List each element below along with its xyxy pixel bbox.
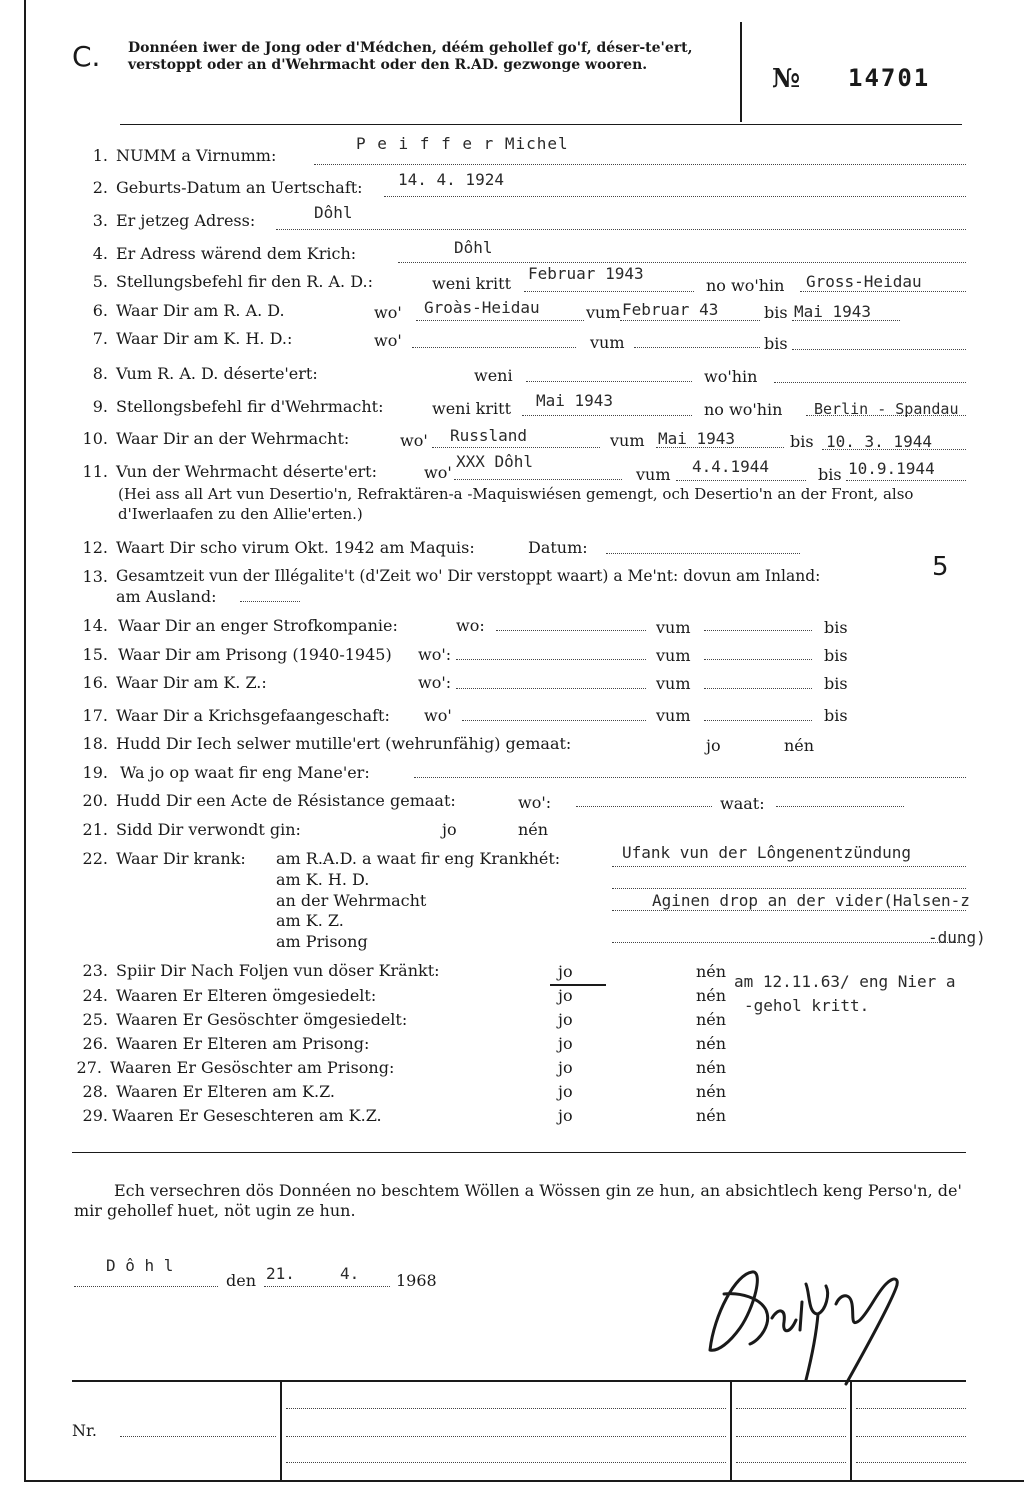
field-line[interactable]	[776, 806, 904, 807]
no-option[interactable]: nén	[784, 736, 815, 755]
no-option[interactable]: nén	[696, 1010, 727, 1029]
inland-months-value: 5	[932, 552, 949, 582]
field-line[interactable]	[800, 291, 966, 292]
field-line[interactable]	[412, 347, 576, 348]
sub-label: weni kritt	[432, 274, 511, 293]
row-number: 27.	[76, 1058, 102, 1077]
sub-label: Datum:	[528, 538, 588, 557]
footer-field-line[interactable]	[736, 1462, 846, 1463]
row-label: Hudd Dir een Acte de Résistance gemaat:	[116, 791, 456, 810]
row-number: 2.	[92, 178, 108, 197]
field-line[interactable]	[620, 320, 760, 321]
sub-label: vum	[656, 674, 691, 693]
row-number: 23.	[82, 961, 108, 980]
row-number: 26.	[82, 1034, 108, 1053]
field-line[interactable]	[576, 806, 712, 807]
row-number: 17.	[82, 706, 108, 725]
field-line[interactable]	[398, 262, 966, 263]
row-label: Wa jo op waat fir eng Mane'er:	[120, 763, 370, 782]
row-label: Stellongsbefehl fir d'Wehrmacht:	[116, 397, 384, 416]
sub-label: wo':	[518, 793, 552, 812]
date-label: den	[226, 1271, 257, 1290]
yes-option[interactable]: jo	[706, 736, 721, 755]
yes-option[interactable]: jo	[558, 1106, 573, 1125]
row-label: Waar Dir am K. H. D.:	[116, 329, 293, 348]
field-line[interactable]	[704, 659, 812, 660]
row-number: 5.	[92, 272, 108, 291]
row-label: Vum R. A. D. déserte'ert:	[116, 364, 318, 383]
sub-label: wo':	[418, 645, 452, 664]
value: 10. 3. 1944	[826, 432, 932, 451]
row-label: Waaren Er Elteren ömgesiedelt:	[116, 986, 377, 1005]
field-line[interactable]	[526, 381, 692, 382]
sub-label: vum	[636, 465, 671, 484]
value: Februar 1943	[528, 264, 644, 283]
footer-field-line[interactable]	[856, 1436, 966, 1437]
row-number: 6.	[92, 301, 108, 320]
field-line[interactable]	[704, 688, 812, 689]
value: Februar 43	[622, 300, 719, 319]
date-day: 21.	[266, 1264, 295, 1283]
sub-label: vum	[656, 618, 691, 637]
yes-option[interactable]: jo	[558, 962, 573, 981]
sub-label: am K. H. D.	[276, 870, 370, 889]
field-line[interactable]	[792, 349, 966, 350]
row-number: 7.	[92, 329, 108, 348]
war-address-value: Dôhl	[454, 238, 493, 257]
row-label: Vun der Wehrmacht déserte'ert:	[116, 462, 377, 481]
footer-rule-top	[72, 1380, 966, 1382]
frame-bottom	[24, 1480, 1024, 1482]
footer-field-line[interactable]	[286, 1462, 726, 1463]
sub-label: wo:	[456, 616, 485, 635]
row-label: Waar Dir am R. A. D.	[116, 301, 285, 320]
field-line[interactable]	[454, 479, 622, 480]
footer-field-line[interactable]	[736, 1408, 846, 1409]
yes-option[interactable]: jo	[558, 1058, 573, 1077]
value: 10.9.1944	[848, 459, 935, 478]
sub-label: bis	[790, 432, 814, 451]
field-line[interactable]	[612, 888, 966, 889]
no-option[interactable]: nén	[518, 820, 549, 839]
row-label: Waaren Er Elteren am Prisong:	[116, 1034, 370, 1053]
row-23-note-cont: -gehol kritt.	[744, 996, 870, 1015]
sub-label: vum	[586, 303, 621, 322]
row-label: Spiir Dir Nach Foljen vun döser Kränkt:	[116, 961, 440, 980]
row-label: Stellungsbefehl fir den R. A. D.:	[116, 272, 373, 291]
row-number: 28.	[82, 1082, 108, 1101]
field-line[interactable]	[414, 777, 966, 778]
section-letter: C.	[72, 40, 101, 73]
row-label: Waaren Er Elteren am K.Z.	[116, 1082, 336, 1101]
row-label: Waar Dir a Krichsgefaangeschaft:	[116, 706, 390, 725]
sub-label: vum	[610, 431, 645, 450]
field-line[interactable]	[774, 382, 966, 383]
row-number: 1.	[92, 146, 108, 165]
value: XXX Dôhl	[456, 452, 534, 471]
yes-option[interactable]: jo	[558, 1034, 573, 1053]
row-number: 12.	[82, 538, 108, 557]
field-line[interactable]	[522, 415, 692, 416]
nr-field-line[interactable]	[120, 1436, 276, 1437]
field-line[interactable]	[384, 196, 966, 197]
yes-option[interactable]: jo	[558, 1010, 573, 1029]
place-value: D ô h l	[106, 1256, 174, 1275]
sub-label: vum	[590, 333, 625, 352]
value: Mai 1943	[536, 391, 614, 410]
footer-field-line[interactable]	[286, 1436, 726, 1437]
number-symbol: №	[772, 64, 801, 94]
field-line[interactable]	[456, 688, 646, 689]
date-line[interactable]	[264, 1286, 390, 1287]
sub-label: no wo'hin	[706, 276, 785, 295]
sub-label: bis	[818, 465, 842, 484]
field-line[interactable]	[612, 866, 966, 867]
footer-col-1	[280, 1381, 282, 1480]
row-number: 3.	[92, 211, 108, 230]
footer-field-line[interactable]	[856, 1462, 966, 1463]
field-line[interactable]	[432, 447, 600, 448]
header-bottom-rule	[120, 124, 962, 125]
field-line[interactable]	[240, 601, 300, 602]
row-label: Waart Dir scho virum Okt. 1942 am Maquis:	[116, 538, 475, 557]
field-line[interactable]	[456, 659, 646, 660]
row-label: Waaren Er Geseschteren am K.Z.	[112, 1106, 382, 1125]
field-line[interactable]	[416, 320, 584, 321]
no-option[interactable]: nén	[696, 1106, 727, 1125]
sub-label: wo'	[374, 331, 402, 350]
value: Mai 1943	[658, 429, 736, 448]
yes-option[interactable]: jo	[558, 986, 573, 1005]
sub-label: weni kritt	[432, 399, 511, 418]
row-number: 22.	[82, 849, 108, 868]
footer-col-3	[850, 1381, 852, 1480]
sub-label: waat:	[720, 794, 765, 813]
field-line[interactable]	[314, 164, 966, 165]
illness-value: Aginen drop an der vider(Halsen-z	[652, 891, 970, 910]
yes-option[interactable]: jo	[442, 820, 457, 839]
no-option[interactable]: nén	[696, 1058, 727, 1077]
sub-label: wo':	[418, 673, 452, 692]
sub-label: vum	[656, 646, 691, 665]
row-number: 29.	[82, 1106, 108, 1125]
no-option[interactable]: nén	[696, 962, 727, 981]
field-line[interactable]	[612, 942, 966, 943]
address-value: Dôhl	[314, 203, 353, 222]
no-option[interactable]: nén	[696, 1034, 727, 1053]
header-divider	[740, 22, 742, 122]
sub-label: wo'	[400, 431, 428, 450]
no-option[interactable]: nén	[696, 1082, 727, 1101]
sub-label: bis	[824, 646, 848, 665]
place-line[interactable]	[74, 1286, 218, 1287]
sub-label: wo'	[424, 706, 452, 725]
sub-label: weni	[474, 366, 513, 385]
row-23-note: am 12.11.63/ eng Nier a	[734, 972, 956, 991]
value: Gross-Heidau	[806, 272, 922, 291]
row-number: 16.	[82, 673, 108, 692]
sub-label: vum	[656, 706, 691, 725]
section-divider	[72, 1152, 966, 1153]
footer-field-line[interactable]	[286, 1408, 726, 1409]
field-line[interactable]	[704, 630, 812, 631]
row-number: 11.	[82, 462, 108, 481]
row-number: 4.	[92, 244, 108, 263]
value: Russland	[450, 426, 528, 445]
row-number: 8.	[92, 364, 108, 383]
value: Berlin - Spandau	[814, 400, 959, 418]
row-number: 25.	[82, 1010, 108, 1029]
sub-label: an der Wehrmacht	[276, 891, 427, 910]
sub-label: bis	[764, 303, 788, 322]
field-line[interactable]	[846, 480, 966, 481]
sub-label: bis	[824, 706, 848, 725]
no-option[interactable]: nén	[696, 986, 727, 1005]
row-label: Waar Dir an enger Strofkompanie:	[118, 616, 398, 635]
illness-value: -dung)	[928, 928, 986, 947]
sub-label: bis	[824, 618, 848, 637]
row-label: Waaren Er Gesöschter ömgesiedelt:	[116, 1010, 408, 1029]
field-line[interactable]	[276, 229, 966, 230]
frame-left	[24, 0, 26, 1482]
field-line[interactable]	[612, 910, 966, 911]
value: Mai 1943	[794, 302, 872, 321]
field-line[interactable]	[704, 720, 812, 721]
row-number: 20.	[82, 791, 108, 810]
row-number: 13.	[82, 567, 108, 586]
sub-label: no wo'hin	[704, 400, 783, 419]
row-number: 18.	[82, 734, 108, 753]
date-month: 4.	[340, 1264, 360, 1283]
name-value: P e i f f e r Michel	[356, 134, 569, 153]
row-label: Geburts-Datum an Uertschaft:	[116, 178, 363, 197]
sub-label: wo'	[424, 463, 452, 482]
sub-label: am Prisong	[276, 932, 368, 951]
footer-field-line[interactable]	[736, 1436, 846, 1437]
footer-col-2	[730, 1381, 732, 1480]
field-line[interactable]	[606, 553, 800, 554]
row-label: Waar Dir am Prisong (1940-1945)	[118, 645, 392, 664]
field-line[interactable]	[524, 291, 694, 292]
value: 4.4.1944	[692, 457, 770, 476]
birth-value: 14. 4. 1924	[398, 170, 504, 189]
row-label: Gesamtzeit vun der Illégalite't (d'Zeit wo' Dir verstoppt waart) a Me'nt: dovun am Inland:	[116, 567, 821, 585]
sub-label: bis	[824, 674, 848, 693]
field-line[interactable]	[496, 630, 646, 631]
form-number: 14701	[848, 64, 931, 92]
sub-label: wo'	[374, 303, 402, 322]
row-label: am Ausland:	[116, 587, 217, 606]
row-label: Er Adress wärend dem Krich:	[116, 244, 357, 263]
field-line[interactable]	[634, 347, 760, 348]
row-number: 24.	[82, 986, 108, 1005]
row-number: 14.	[82, 616, 108, 635]
row-number: 19.	[82, 763, 108, 782]
footer-field-line[interactable]	[856, 1408, 966, 1409]
sub-label: am R.A.D. a waat fir eng Krankhét:	[276, 849, 561, 868]
yes-option[interactable]: jo	[558, 1082, 573, 1101]
sub-label: wo'hin	[704, 367, 758, 386]
row-number: 10.	[82, 429, 108, 448]
section-title: Donnéen iwer de Jong oder d'Médchen, déém gehollef go'f, déser-te'ert, verstoppt oder an d'Wehrmacht oder den R.AD. gezwonge wooren.	[128, 40, 693, 73]
row-label: Waaren Er Gesöschter am Prisong:	[110, 1058, 395, 1077]
field-line[interactable]	[462, 720, 646, 721]
row-label: Hudd Dir Iech selwer mutille'ert (wehrunfähig) gemaat:	[116, 734, 572, 753]
row-label: Waar Dir am K. Z.:	[116, 673, 267, 692]
date-year: 1968	[396, 1271, 437, 1290]
row-label: Er jetzeg Adress:	[116, 211, 256, 230]
declaration-text: Ech versechren dös Donnéen no beschtem Wöllen a Wössen gin ze hun, an absichtlech keng Perso'n, de' mir gehollef huet, nöt ugin ze hun.	[74, 1181, 962, 1220]
signature	[690, 1254, 920, 1394]
row-11-note: (Hei ass all Art vun Desertio'n, Refraktären-a -Maquiswiésen gemengt, och Desertio'n an der Front, also d'Iwerlaafen zu den Allie'erten.)	[118, 485, 914, 523]
row-label: Waar Dir krank:	[116, 849, 246, 868]
sub-label: bis	[764, 334, 788, 353]
row-number: 15.	[82, 645, 108, 664]
row-number: 21.	[82, 820, 108, 839]
footer-nr-label: Nr.	[72, 1421, 97, 1440]
illness-value: Ufank vun der Lôngenentzündung	[622, 843, 911, 862]
sub-label: am K. Z.	[276, 911, 344, 930]
field-line[interactable]	[676, 480, 806, 481]
row-label: NUMM a Virnumm:	[116, 146, 277, 165]
value: Groàs-Heidau	[424, 298, 540, 317]
row-number: 9.	[92, 397, 108, 416]
row-label: Sidd Dir verwondt gin:	[116, 820, 301, 839]
row-label: Waar Dir an der Wehrmacht:	[116, 429, 350, 448]
